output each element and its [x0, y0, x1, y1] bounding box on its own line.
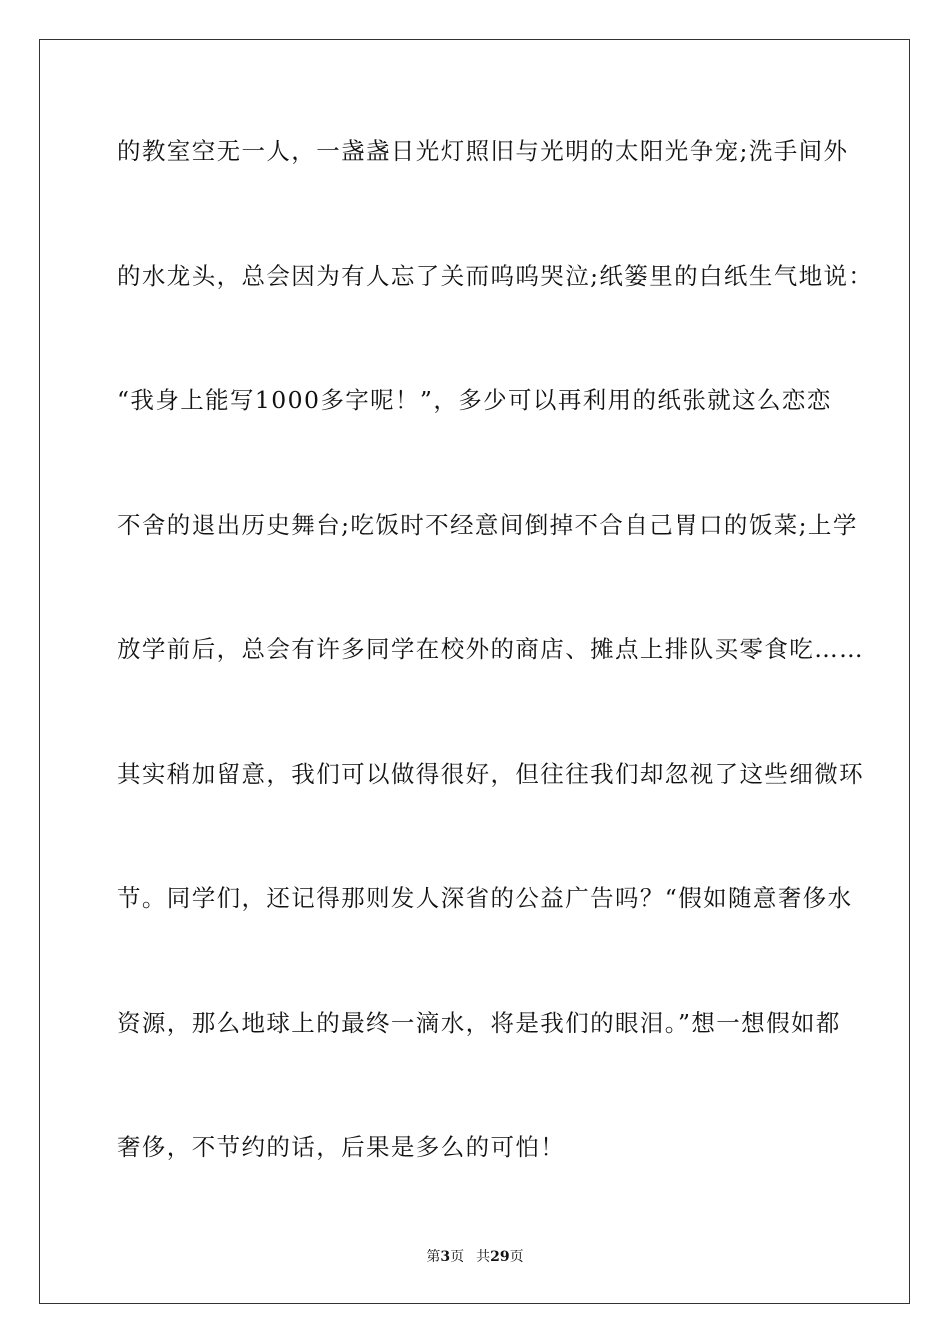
- total-suffix: 页: [509, 1249, 524, 1265]
- page-number: 3: [440, 1249, 451, 1265]
- text-line-5: 放学前后，总会有许多同学在校外的商店、摊点上排队买零食吃……: [117, 635, 864, 663]
- page-prefix: 第: [426, 1249, 441, 1265]
- text-line-8: 资源，那么地球上的最终一滴水，将是我们的眼泪。”想一想假如都: [117, 1009, 841, 1037]
- text-line-4: 不舍的退出历史舞台;吃饭时不经意间倒掉不合自己胃口的饭菜;上学: [117, 511, 858, 539]
- text-line-2: 的水龙头，总会因为有人忘了关而呜呜哭泣;纸篓里的白纸生气地说：: [117, 262, 874, 290]
- text-line-1: 的教室空无一人，一盏盏日光灯照旧与光明的太阳光争宠;洗手间外: [117, 137, 849, 165]
- text-line-3: “我身上能写1000多字呢！”，多少可以再利用的纸张就这么恋恋: [117, 386, 832, 414]
- text-line-6: 其实稍加留意，我们可以做得很好，但往往我们却忽视了这些细微环: [117, 760, 864, 788]
- page-suffix: 页: [450, 1249, 465, 1265]
- total-prefix: 共: [476, 1249, 491, 1265]
- page-border: [39, 39, 910, 1304]
- text-line-7: 节。同学们，还记得那则发人深省的公益广告吗？“假如随意奢侈水: [117, 884, 853, 912]
- total-pages: 29: [490, 1249, 510, 1265]
- page-footer: [0, 1248, 950, 1266]
- text-line-9: 奢侈，不节约的话，后果是多么的可怕！: [117, 1133, 566, 1161]
